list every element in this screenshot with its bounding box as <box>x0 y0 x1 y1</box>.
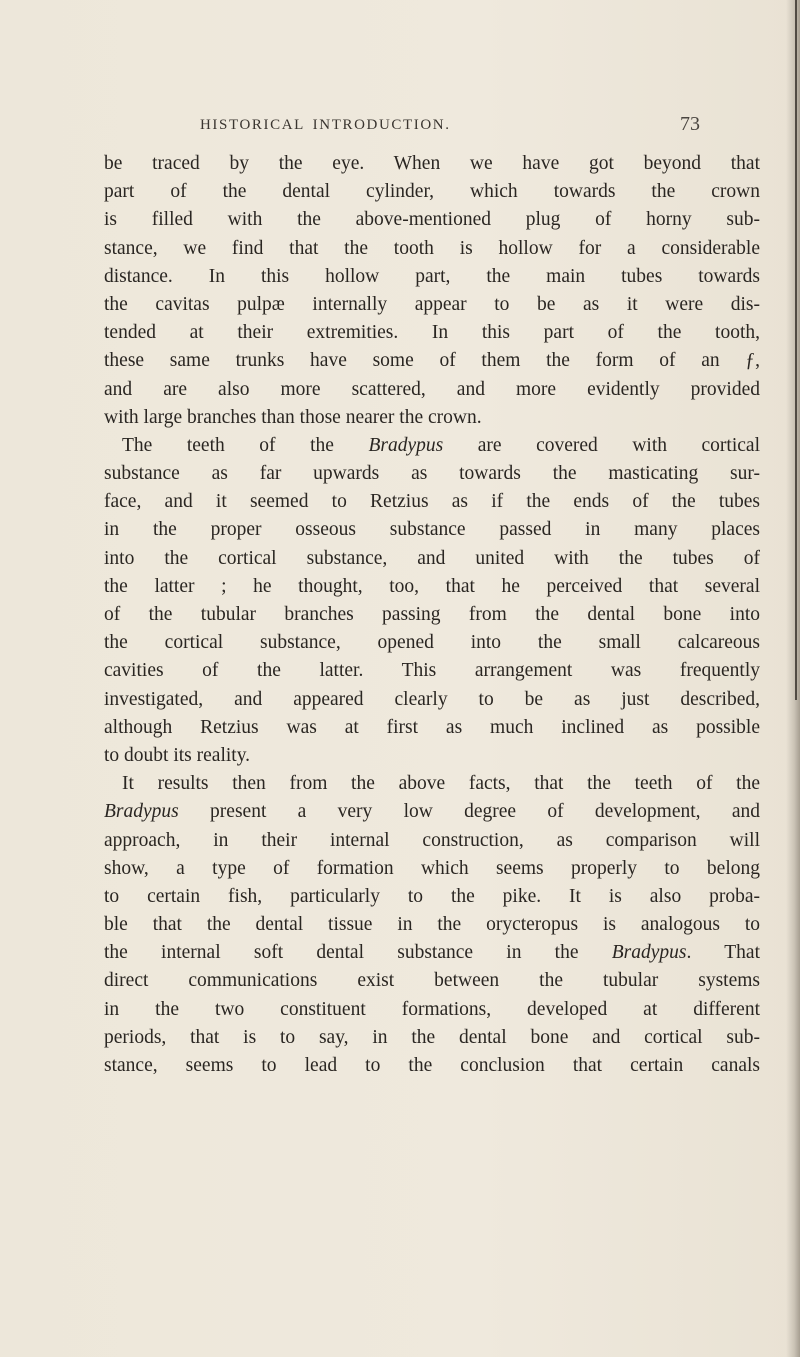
page-edge-line <box>795 0 797 700</box>
text-line: cavities of the latter. This arrangement was frequently <box>104 660 760 682</box>
italic-genus-name: Bradypus <box>368 434 444 456</box>
text-line: It results then from the above facts, that the teeth of the <box>122 773 760 795</box>
text-line: stance, we find that the tooth is hollow for a considerable <box>104 237 760 259</box>
body-text <box>104 150 760 1080</box>
text-line: the cavitas pulpæ internally appear to be as it were dis- <box>104 293 760 315</box>
text-line: investigated, and appeared clearly to be as just described, <box>104 688 760 710</box>
text-line: with large branches than those nearer the crown. <box>104 406 482 428</box>
italic-genus-name: Bradypus <box>104 801 179 823</box>
text-line: distance. In this hollow part, the main tubes towards <box>104 265 760 287</box>
text-line: to certain fish, particularly to the pike. It is also proba- <box>104 885 760 907</box>
text-line: the cortical substance, opened into the small calcareous <box>104 632 760 654</box>
text-line: periods, that is to say, in the dental bone and cortical sub- <box>104 1026 760 1048</box>
italic-genus-name: Bradypus <box>611 942 687 964</box>
text-line: the latter ; he thought, too, that he perceived that several <box>104 575 760 597</box>
text-line: substance as far upwards as towards the masticating sur- <box>104 463 760 485</box>
text-line: stance, seems to lead to the conclusion that certain canals <box>104 1055 760 1076</box>
text-line: is filled with the above-mentioned plug of horny sub- <box>104 209 760 231</box>
text-line: to doubt its reality. <box>104 744 251 766</box>
text-line: into the cortical substance, and united with the tubes of <box>104 547 760 569</box>
text-line: of the tubular branches passing from the dental bone into <box>104 604 760 625</box>
text-line: the internal soft dental substance in the Bradypus. That <box>104 942 760 964</box>
text-line: although Retzius was at first as much inclined as possible <box>104 716 760 738</box>
text-line: be traced by the eye. When we have got beyond that <box>104 153 760 174</box>
page-header <box>100 113 760 143</box>
text-line: Bradypus present a very low degree of development, and <box>104 801 760 823</box>
text-line: face, and it seemed to Retzius as if the ends of the tubes <box>104 491 760 513</box>
text-line: ble that the dental tissue in the orycteropus is analogous to <box>104 914 760 936</box>
text-line: and are also more scattered, and more evidently provided <box>104 378 760 400</box>
text-line: direct communications exist between the tubular systems <box>104 970 760 992</box>
text-line: these same trunks have some of them the form of an ƒ, <box>104 350 760 372</box>
text-line: show, a type of formation which seems properly to belong <box>104 857 760 879</box>
page-edge-shadow <box>786 0 800 1357</box>
text-line: approach, in their internal construction, as comparison will <box>104 829 760 851</box>
running-title: HISTORICAL INTRODUCTION. <box>200 117 451 133</box>
text-line: part of the dental cylinder, which towards the crown <box>104 181 760 203</box>
text-line: in the proper osseous substance passed in many places <box>104 519 760 541</box>
text-line: in the two constituent formations, developed at different <box>104 998 760 1020</box>
text-line: tended at their extremities. In this part of the tooth, <box>104 322 760 344</box>
text-line: The teeth of the Bradypus are covered with cortical <box>122 434 760 456</box>
page-number: 73 <box>680 113 700 135</box>
